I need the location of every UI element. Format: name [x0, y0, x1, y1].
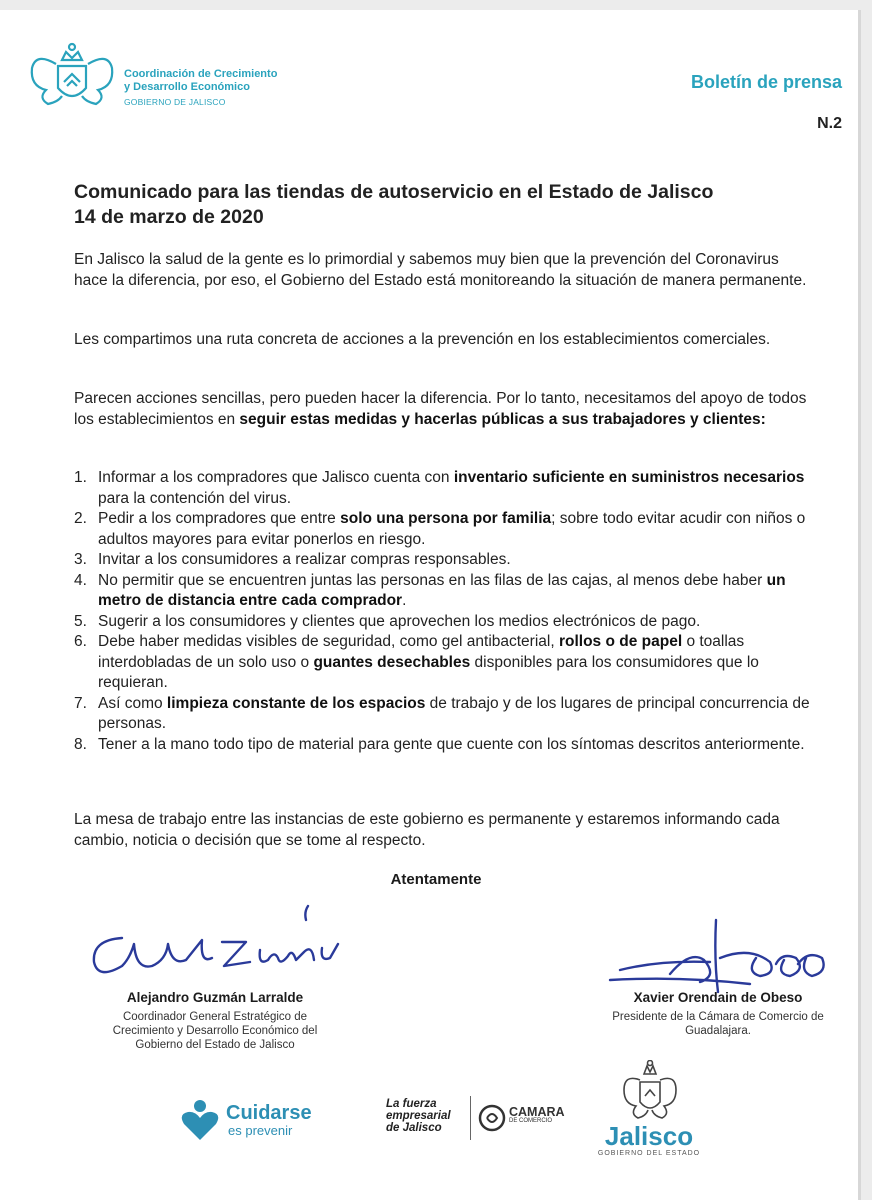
organization-name: [124, 68, 277, 109]
list-item: 5. Sugerir a los consumidores y clientes que aprovechen los medios electrónicos de pago.: [74, 612, 701, 630]
paragraph-intro: En Jalisco la salud de la gente es lo primordial y sabemos muy bien que la prevención del Coronavirus hace la diferencia, por eso, el Gobierno del Estado está monitoreando la situación de manera permanente.: [74, 251, 807, 289]
signatory-2-role: Presidente de la Cámara de Comercio de Guadalajara.: [612, 1011, 824, 1037]
list-item: 4. No permitir que se encuentren juntas las personas en las filas de las cajas, al menos debe haber un metro de distancia entre cada comprador.: [74, 571, 786, 609]
org-government: GOBIERNO DE JALISCO: [124, 97, 226, 107]
signatory-2-name: Xavier Orendain de Obeso: [633, 990, 803, 1005]
request-text: Parecen acciones sencillas, pero pueden hacer la diferencia. Por lo tanto, necesitamos del apoyo de todos los establecimientos en: [74, 390, 807, 428]
footer-divider: [470, 1096, 471, 1140]
paragraph-actions: Les compartimos una ruta concreta de acciones a la prevención en los establecimientos comerciales.: [74, 331, 771, 348]
jalisco-crest-logo-icon: [26, 42, 118, 114]
org-name-line2: y Desarrollo Económico: [124, 81, 250, 93]
camara-comercio-logo: CAMARA DE COMERCIO: [509, 1105, 565, 1124]
camara-comercio-icon: [478, 1104, 506, 1132]
signatory-1-role: Coordinador General Estratégico de Crecimiento y Desarrollo Económico del Gobierno del Estado de Jalisco: [112, 1011, 318, 1051]
list-item: 3. Invitar a los consumidores a realizar compras responsables.: [74, 551, 511, 568]
bulletin-label: Boletín de prensa: [690, 72, 842, 92]
paragraph-closing: La mesa de trabajo entre las instancias de este gobierno es permanente y estaremos informando cada cambio, noticia o decisión que se tome al respecto.: [74, 811, 780, 849]
fuerza-empresarial-logo: La fuerza empresarial de Jalisco: [386, 1098, 451, 1134]
signatory-1-name: Alejandro Guzmán Larralde: [126, 990, 304, 1005]
signature-1-image: [82, 900, 352, 1000]
jalisco-crest-icon: [618, 1060, 682, 1122]
title-line1: Comunicado para las tiendas de autoservicio en el Estado de Jalisco: [74, 181, 714, 203]
list-item: 1. Informar a los compradores que Jalisco cuenta con inventario suficiente en suministros necesarios para la contención del virus.: [74, 469, 805, 507]
list-item: 7. Así como limpieza constante de los espacios de trabajo y de los lugares de principal concurrencia de personas.: [74, 694, 810, 732]
page-edge: [858, 10, 861, 1200]
title-date: 14 de marzo de 2020: [74, 206, 264, 228]
list-item: 6. Debe haber medidas visibles de seguridad, como gel antibacterial, rollos o de papel o toallas interdobladas de un solo uso o guantes desechables disponibles para los consumidores que lo requieran.: [74, 633, 759, 691]
document-title: [74, 180, 814, 230]
signature-2-image: [600, 900, 840, 1000]
org-name-line1: Coordinación de Crecimiento: [124, 68, 278, 80]
jalisco-government-logo: Jalisco GOBIERNO DEL ESTADO: [597, 1121, 701, 1157]
sign-off: Atentamente: [390, 871, 482, 888]
list-item: 8. Tener a la mano todo tipo de material para gente que cuente con los síntomas descritos anteriormente.: [74, 735, 805, 753]
request-emphasis: seguir estas medidas y hacerlas públicas a sus trabajadores y clientes:: [239, 410, 766, 428]
bulletin-number: N.2: [817, 115, 842, 132]
cuidarse-logo: Cuidarse es prevenir: [226, 1102, 312, 1138]
paragraph-request: [74, 389, 814, 430]
measures-list: [74, 468, 814, 755]
list-item: 2. Pedir a los compradores que entre solo una persona por familia; sobre todo evitar acudir con niños o adultos mayores para evitar ponerlos en riesgo.: [74, 510, 806, 548]
cuidarse-heart-icon: [180, 1098, 220, 1142]
